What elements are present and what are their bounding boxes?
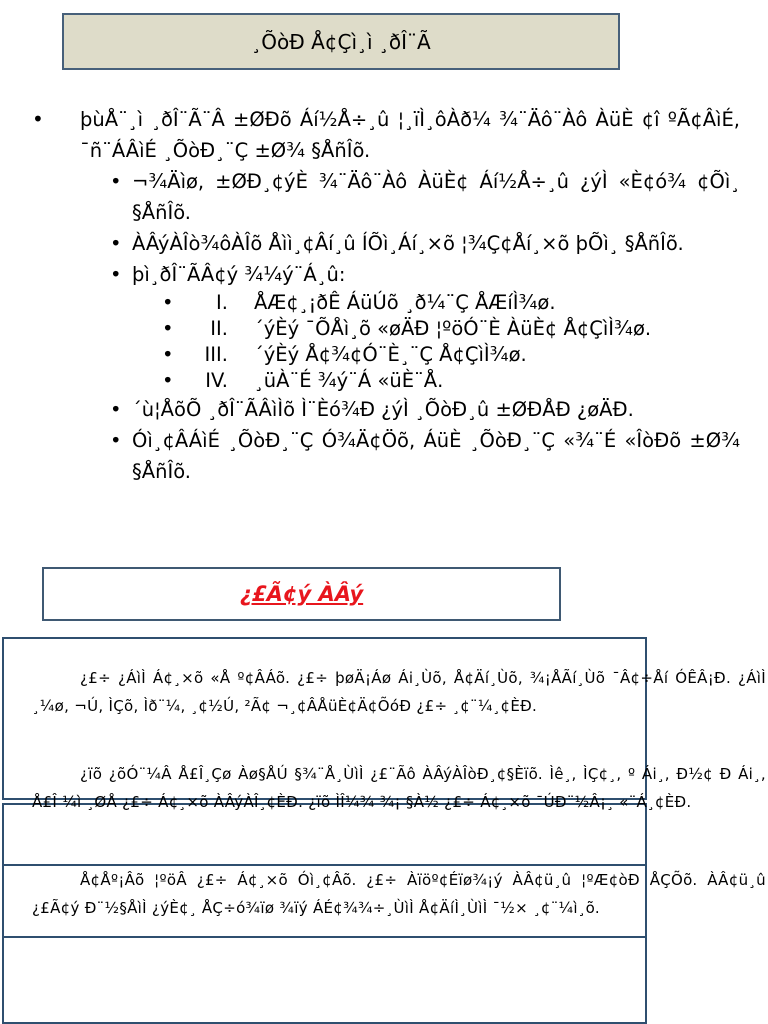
- essay-paragraph: ¿ïõ ¿õÓ¨¼Â Å£Î¸Çø Àø§ÅÚ §¾¨Å¸ÙìÌ ¿£¨Ãô ÀÂýÀÎòÐ¸¢§Èïõ. Ìê¸, ÌÇ¢¸, º Ái¸, Ð½¢ Ð Ái¸, Å£Î ¼ì ¸ØÅ ¿£÷ Á¢¸×õ ÀÂýÀÎ¸¢ÈÐ. ¿ïõ ÌÎ¼¾ ¾¡ §À½ ¿£÷ Á¢¸×õ ¯ÚÐ¨½Â¡¸ «¨Á¸¢ÈÐ.: [32, 765, 766, 811]
- essay-paragraph: Å¢Åº¡Âõ ¦ºöÂ ¿£÷ Á¢¸×õ Óì¸¢Âõ. ¿£÷ Àïöº¢Éïø¾¡ý ÀÂ¢ü¸û ¦ºÆ¢òÐ ÅÇÕõ. ÀÂ¢ü¸û ¿£Ã¢ý Ð¨½§ÅìÌ ¿ýÈ¢¸ ÅÇ÷ó¾ïø ¾ïý ÁÉ¢¾¾÷¸ÙìÌ Å¢ÄíÌ¸ÙìÌ ¯½× ¸¢¨¼ì¸õ.: [32, 871, 766, 917]
- list-item: • ¬¾Äìø, ±ØÐ¸¢ýÈ ¾¨Äô¨Àô ÀüÈ¢ Áí½Å÷¸û ¿ýÌ «È¢ó¾ ¢Õì¸ §ÅñÎõ.: [80, 166, 740, 228]
- roman-number: • III.: [204, 343, 228, 366]
- roman-text: ¸üÀ¨É ¾ý¨Á «üÈ¨Å.: [254, 369, 444, 392]
- list-item: • ÀÂýÀÎò¾ôÀÎõ Åìì¸¢Âí¸û ÍÕì¸Áí¸×õ ¦¾Ç¢Åí¸×õ þÕì¸ §ÅñÎõ.: [80, 228, 740, 259]
- roman-text: ´ýÈý Å¢¾¢Ó¨È¸¨Ç Å¢ÇìÌ¾ø.: [254, 343, 527, 366]
- roman-number: • I.: [216, 291, 228, 314]
- roman-item: [132, 368, 740, 394]
- roman-item: [132, 290, 740, 316]
- list-item-label: þì¸ðÎ¨ÃÂ¢ý ¾¼ý¨Á¸û:: [132, 263, 346, 286]
- roman-number: • II.: [210, 317, 228, 340]
- roman-text: ÅÆ¢¸¡ðÊ ÁüÚõ ¸ð¼¨Ç ÅÆíÌ¾ø.: [254, 291, 556, 314]
- roman-list: [132, 290, 740, 394]
- roman-item: [132, 342, 740, 368]
- list-item: [28, 104, 740, 487]
- list-item: [80, 259, 740, 394]
- page-title: ¸ÕòÐ Å¢Çì¸ì ¸ðÎ¨Ã: [251, 29, 431, 54]
- essay-heading-box: [42, 567, 561, 621]
- roman-text: ´ýÈý ¯ÕÅì¸õ «øÄÐ ¦ºöÓ¨È ÀüÈ¢ Å¢ÇìÌ¾ø.: [254, 317, 652, 340]
- sub-list: [80, 166, 740, 487]
- list-item: • ´ù¦ÅõÕ ¸ðÎ¨ÃÂìÌõ Ì¨Èó¾Ð ¿ýÌ ¸ÕòÐ¸û ±ØÐÅÐ ¿øÄÐ.: [80, 394, 740, 425]
- title-box: [62, 13, 620, 70]
- essay-paragraph: ¿£÷ ¿ÁìÌ Á¢¸×õ «Å º¢ÂÁõ. ¿£÷ þøÄ¡Áø Ái¸Ùõ, Å¢Äí¸Ùõ, ¾¡ÅÃí¸Ùõ ¯Â¢÷Åí ÓÊÂ¡Ð. ¿ÁìÌ ¸¼ø, ¬Ú, ÌÇõ, Ìð¨¼, ¸¢½Ú, ²Ã¢ ¬¸¢ÂÅüÈ¢Ä¢ÕóÐ ¿£÷ ¸¢¨¼¸¢ÈÐ.: [32, 669, 766, 715]
- guideline-list: [28, 104, 740, 487]
- roman-number: • IV.: [205, 369, 228, 392]
- essay-heading: ¿£Ã¢ý ÀÂý: [239, 582, 364, 606]
- bullet-text: þùÅ¨¸ì ¸ðÎ¨Ã¨Â ±ØÐõ Áí½Å÷¸û ¦¸ïÌ¸ôÀð¼ ¾¨Äô¨Àô ÀüÈ ¢î ºÃ¢ÂìÉ, ¯ñ¨ÁÂìÉ ¸ÕòÐ¸¨Ç ±Ø¾ §ÅñÎõ.: [80, 108, 740, 162]
- roman-item: [132, 316, 740, 342]
- list-item: • Óì¸¢ÂÁìÉ ¸ÕòÐ¸¨Ç Ó¾Ä¢Öõ, ÁüÈ ¸ÕòÐ¸¨Ç «¾¨É «ÎòÐõ ±Ø¾ §ÅñÎõ.: [80, 425, 740, 487]
